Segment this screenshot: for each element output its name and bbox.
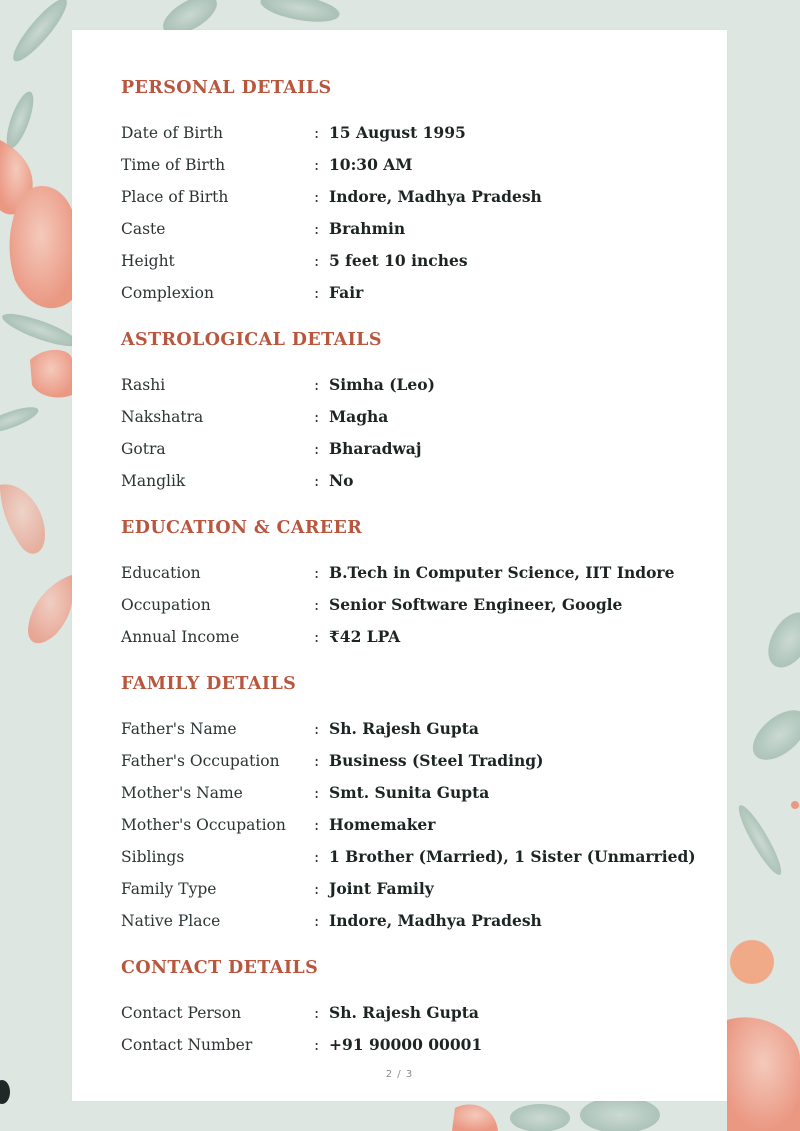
detail-row-mothers-occupation — [121, 809, 711, 841]
detail-label: Annual Income — [121, 628, 240, 646]
detail-row-caste — [121, 213, 711, 245]
separator: : — [314, 848, 320, 866]
detail-value: ₹42 LPA — [329, 627, 401, 646]
separator: : — [314, 880, 320, 898]
separator: : — [314, 1036, 320, 1054]
detail-label: Caste — [121, 220, 166, 238]
detail-label: Mother's Occupation — [121, 816, 286, 834]
detail-row-annual-income — [121, 621, 711, 653]
section-family-details — [121, 674, 711, 937]
detail-row-occupation — [121, 589, 711, 621]
detail-value: Sh. Rajesh Gupta — [329, 719, 479, 738]
detail-label: Occupation — [121, 596, 211, 614]
detail-row-family-type — [121, 873, 711, 905]
separator: : — [314, 440, 320, 458]
separator: : — [314, 564, 320, 582]
detail-value: 15 August 1995 — [329, 123, 466, 142]
separator: : — [314, 284, 320, 302]
detail-value: Joint Family — [329, 879, 434, 898]
detail-row-contact-number — [121, 1029, 711, 1061]
detail-row-native-place — [121, 905, 711, 937]
section-personal-details — [121, 78, 711, 309]
section-title: EDUCATION & CAREER — [121, 518, 363, 538]
detail-value: Simha (Leo) — [329, 375, 435, 394]
biodata-page — [72, 30, 727, 1101]
detail-row-place-of-birth — [121, 181, 711, 213]
section-contact-details — [121, 958, 711, 1061]
separator: : — [314, 628, 320, 646]
detail-label: Education — [121, 564, 201, 582]
separator: : — [314, 156, 320, 174]
detail-row-education — [121, 557, 711, 589]
detail-value: +91 90000 00001 — [329, 1035, 483, 1054]
detail-label: Native Place — [121, 912, 221, 930]
detail-row-siblings — [121, 841, 711, 873]
separator: : — [314, 376, 320, 394]
section-title: CONTACT DETAILS — [121, 958, 319, 978]
section-title: FAMILY DETAILS — [121, 674, 297, 694]
detail-row-mothers-name — [121, 777, 711, 809]
detail-value: Senior Software Engineer, Google — [329, 595, 623, 614]
section-astrological-details — [121, 330, 711, 497]
section-title: PERSONAL DETAILS — [121, 78, 332, 98]
detail-value: Homemaker — [329, 815, 436, 834]
separator: : — [314, 220, 320, 238]
detail-value: Indore, Madhya Pradesh — [329, 911, 542, 930]
separator: : — [314, 784, 320, 802]
separator: : — [314, 816, 320, 834]
detail-row-complexion — [121, 277, 711, 309]
detail-value: Fair — [329, 283, 364, 302]
detail-row-gotra — [121, 433, 711, 465]
detail-row-height — [121, 245, 711, 277]
detail-label: Rashi — [121, 376, 166, 394]
page-indicator: 2 / 3 — [385, 1069, 414, 1080]
detail-label: Place of Birth — [121, 188, 229, 206]
separator: : — [314, 472, 320, 490]
detail-value: B.Tech in Computer Science, IIT Indore — [329, 563, 675, 582]
separator: : — [314, 720, 320, 738]
separator: : — [314, 596, 320, 614]
detail-value: Brahmin — [329, 219, 406, 238]
detail-label: Complexion — [121, 284, 214, 302]
detail-value: No — [329, 471, 354, 490]
detail-value: Bharadwaj — [329, 439, 422, 458]
separator: : — [314, 408, 320, 426]
detail-label: Contact Number — [121, 1036, 253, 1054]
detail-value: Sh. Rajesh Gupta — [329, 1003, 479, 1022]
detail-row-fathers-name — [121, 713, 711, 745]
separator: : — [314, 1004, 320, 1022]
detail-label: Height — [121, 252, 175, 270]
detail-row-rashi — [121, 369, 711, 401]
detail-row-date-of-birth — [121, 117, 711, 149]
detail-row-manglik — [121, 465, 711, 497]
detail-row-nakshatra — [121, 401, 711, 433]
detail-value: Indore, Madhya Pradesh — [329, 187, 542, 206]
detail-label: Manglik — [121, 472, 186, 490]
detail-row-fathers-occupation — [121, 745, 711, 777]
section-education-career — [121, 518, 711, 653]
detail-label: Siblings — [121, 848, 185, 866]
detail-label: Mother's Name — [121, 784, 243, 802]
separator: : — [314, 752, 320, 770]
separator: : — [314, 252, 320, 270]
separator: : — [314, 124, 320, 142]
section-title: ASTROLOGICAL DETAILS — [121, 330, 382, 350]
detail-label: Father's Name — [121, 720, 237, 738]
detail-label: Gotra — [121, 440, 166, 458]
detail-value: 1 Brother (Married), 1 Sister (Unmarried) — [329, 847, 696, 866]
detail-value: 5 feet 10 inches — [329, 251, 468, 270]
detail-label: Father's Occupation — [121, 752, 280, 770]
detail-label: Contact Person — [121, 1004, 242, 1022]
detail-value: 10:30 AM — [329, 155, 413, 174]
detail-row-time-of-birth — [121, 149, 711, 181]
detail-label: Family Type — [121, 880, 217, 898]
detail-label: Nakshatra — [121, 408, 204, 426]
detail-value: Business (Steel Trading) — [329, 751, 544, 770]
detail-value: Smt. Sunita Gupta — [329, 783, 490, 802]
detail-label: Date of Birth — [121, 124, 223, 142]
separator: : — [314, 912, 320, 930]
detail-value: Magha — [329, 407, 389, 426]
detail-label: Time of Birth — [121, 156, 226, 174]
flower-icon — [0, 140, 72, 643]
detail-row-contact-person — [121, 997, 711, 1029]
separator: : — [314, 188, 320, 206]
